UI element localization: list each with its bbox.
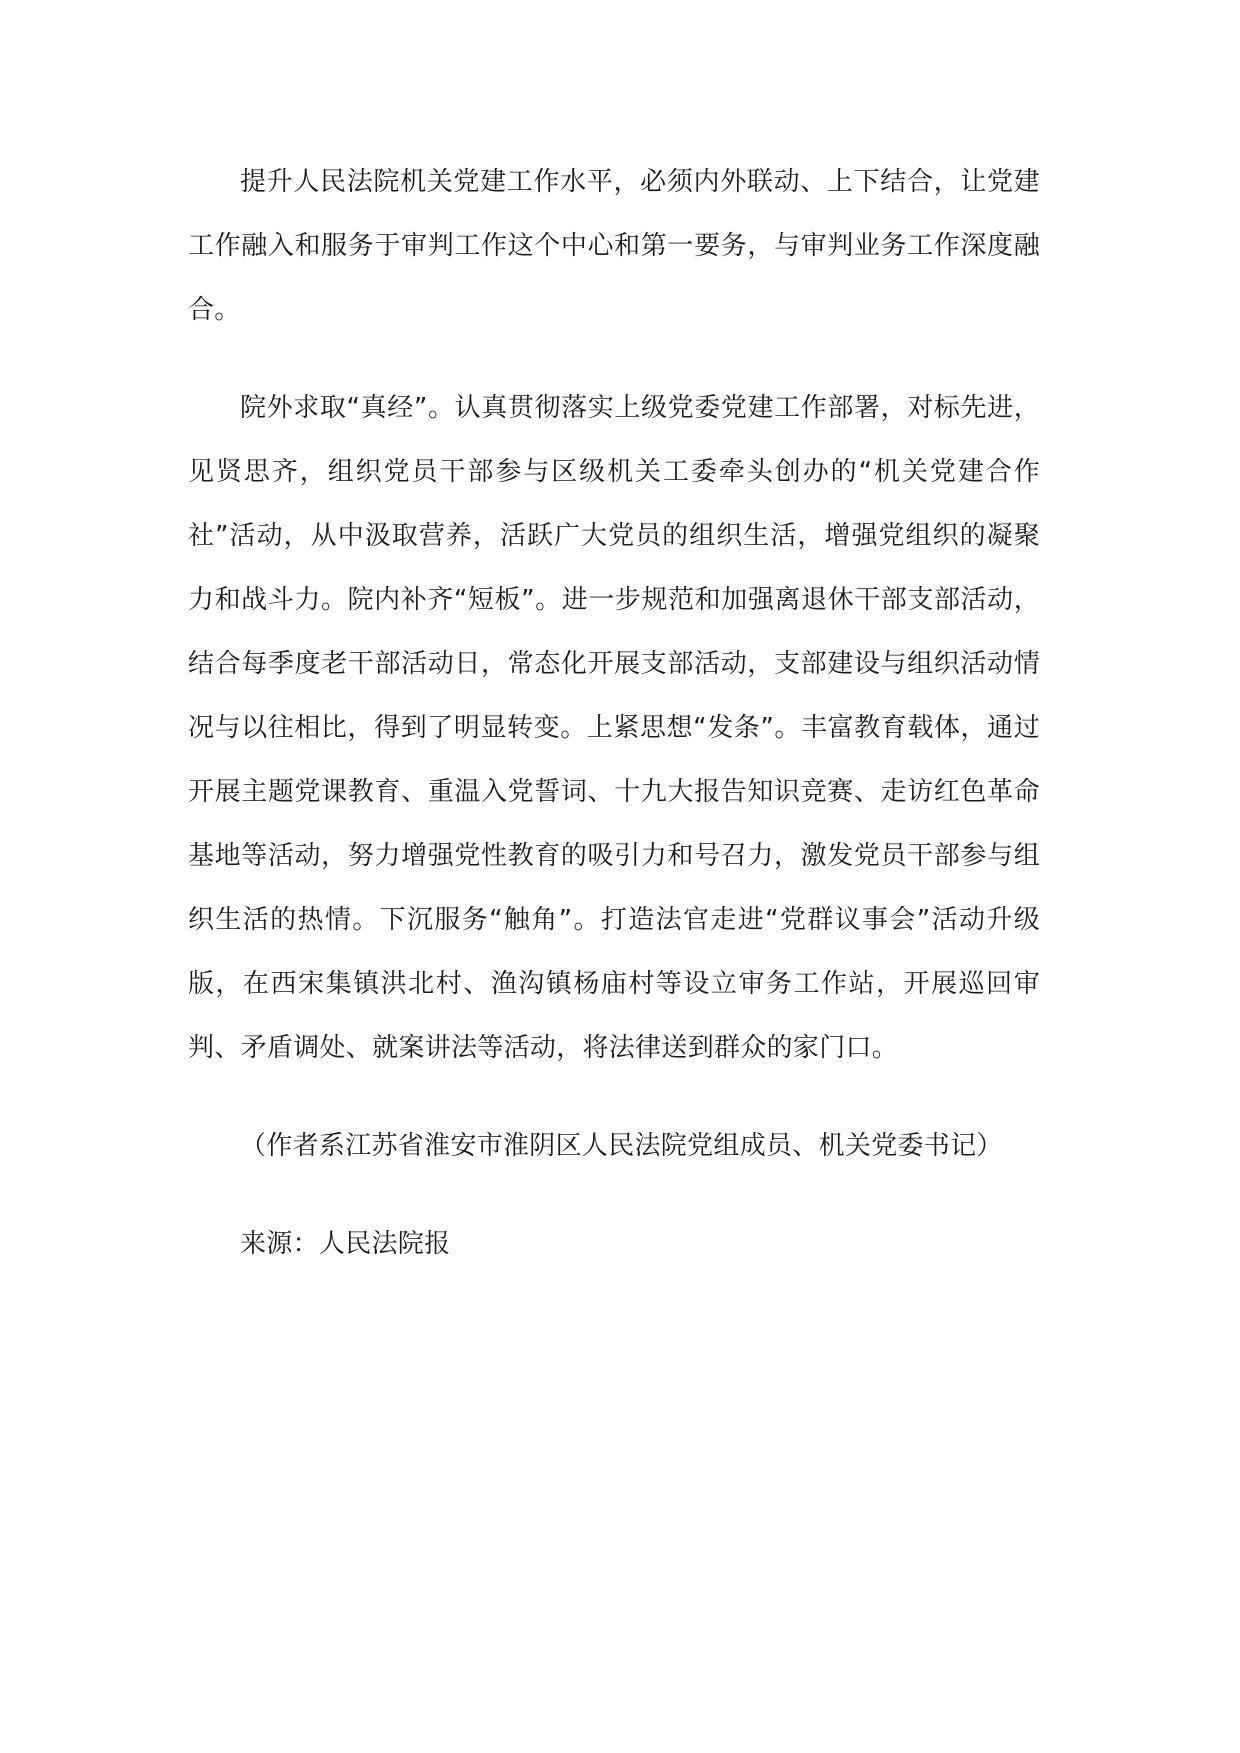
article-body xyxy=(188,150,1040,1276)
paragraph-measures: 院外求取“真经”。认真贯彻落实上级党委党建工作部署，对标先进，见贤思齐，组织党员干部参与区级机关工委牵头创办的“机关党建合作社”活动，从中汲取营养，活跃广大党员的组织生活，增强党组织的凝聚力和战斗力。院内补齐“短板”。进一步规范和加强离退休干部支部活动，结合每季度老干部活动日，常态化开展支部活动，支部建设与组织活动情况与以往相比，得到了明显转变。上紧思想“发条”。丰富教育载体，通过开展主题党课教育、重温入党誓词、十九大报告知识竞赛、走访红色革命基地等活动，努力增强党性教育的吸引力和号召力，激发党员干部参与组织生活的热情。下沉服务“触角”。打造法官走进“党群议事会”活动升级版，在西宋集镇洪北村、渔沟镇杨庙村等设立审务工作站，开展巡回审判、矛盾调处、就案讲法等活动，将法律送到群众的家门口。 xyxy=(188,393,1040,1063)
paragraph-intro: 提升人民法院机关党建工作水平，必须内外联动、上下结合，让党建工作融入和服务于审判工作这个中心和第一要务，与审判业务工作深度融合。 xyxy=(188,167,1040,325)
author-byline: （作者系江苏省淮安市淮阴区人民法院党组成员、机关党委书记） xyxy=(240,1131,1003,1161)
source-line: 来源：人民法院报 xyxy=(240,1229,451,1259)
